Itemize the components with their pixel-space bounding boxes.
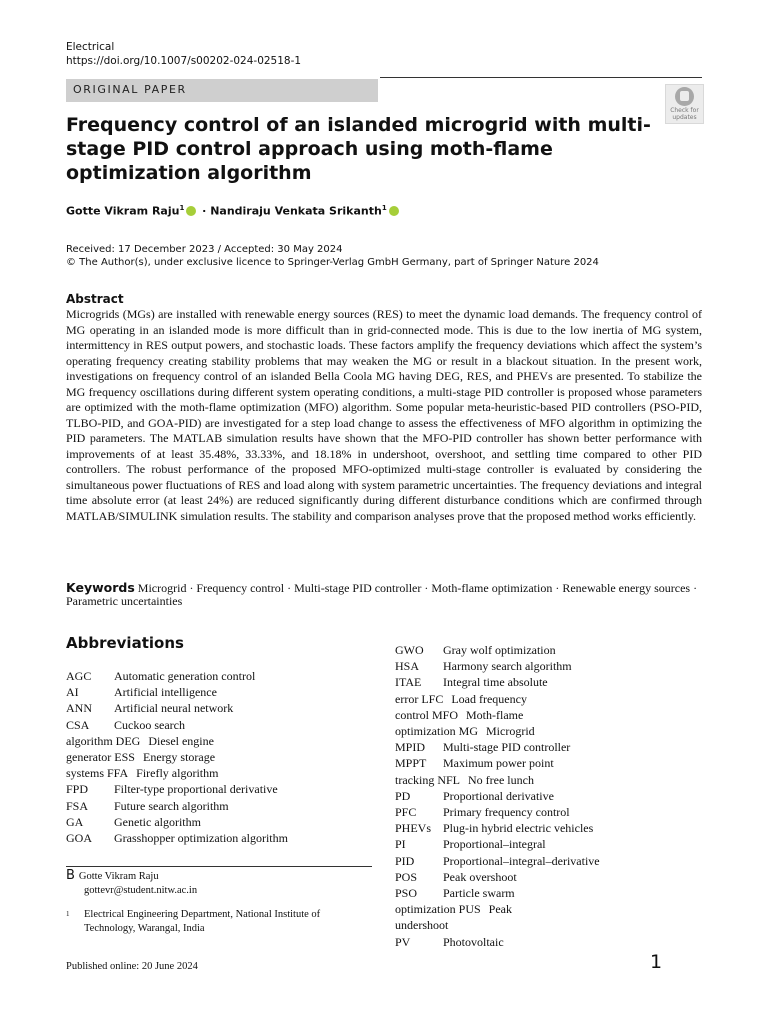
keywords-block: [66, 582, 706, 607]
abbreviation-row: [66, 684, 288, 700]
abbreviation-definition: Peak: [488, 902, 512, 917]
abbreviation-term: optimization PUS: [395, 902, 481, 917]
author-affil-mark: 1: [381, 204, 387, 212]
abbreviation-list-right: [395, 642, 600, 950]
abbreviation-definition: Proportional derivative: [443, 788, 554, 803]
abbreviation-row: [66, 781, 288, 797]
author-separator: ·: [202, 204, 207, 218]
abbreviation-definition: Maximum power point: [443, 756, 554, 771]
abbreviation-definition: Proportional–integral–derivative: [443, 853, 600, 868]
page-number-value: 1: [650, 951, 663, 973]
abbreviation-list-left: [66, 668, 288, 846]
abbreviation-definition: Artificial intelligence: [114, 685, 217, 700]
correspondence-email[interactable]: gottevr@student.nitw.ac.in: [84, 885, 198, 896]
abbreviation-row: [66, 830, 288, 846]
abbreviation-definition: Automatic generation control: [114, 669, 256, 683]
abbreviation-definition: Firefly algorithm: [136, 766, 219, 781]
abbreviation-row: [395, 885, 600, 901]
copyright-line: © The Author(s), under exclusive licence to Springer-Verlag GmbH Germany, part of Springer Nature 2024: [66, 257, 599, 268]
abbreviation-term: ANN: [66, 701, 92, 716]
abbreviation-term: undershoot: [395, 918, 449, 933]
abbreviation-term: error LFC: [395, 691, 444, 706]
abbreviation-row: [395, 674, 600, 690]
abbreviation-row: [395, 658, 600, 674]
abbreviation-row: [395, 820, 600, 836]
abbreviation-row: [66, 668, 288, 684]
abbreviation-term: POS: [395, 869, 418, 884]
article-type-label: ORIGINAL PAPER: [73, 83, 187, 96]
abbreviation-term: PI: [395, 837, 406, 852]
abbreviation-row: [395, 691, 600, 707]
abbreviation-definition: Integral time absolute: [443, 675, 548, 690]
abbreviation-row: [395, 755, 600, 771]
paper-title: Frequency control of an islanded microgrid with multi-stage PID control approach using moth-flame optimization algorithm: [66, 114, 651, 184]
abbreviation-term: systems FFA: [66, 766, 129, 781]
abbreviation-term: control MFO: [395, 707, 458, 722]
abbreviation-definition: Particle swarm: [443, 886, 515, 901]
abbreviations-heading: Abbreviations: [66, 634, 184, 652]
abbreviation-definition: Energy storage: [142, 750, 216, 765]
abbreviation-definition: Cuckoo search: [114, 717, 185, 732]
abbreviation-definition: Microgrid: [486, 724, 535, 739]
abbreviation-definition: No free lunch: [468, 772, 534, 787]
page-number: [650, 951, 662, 973]
abbreviation-term: PID: [395, 853, 415, 868]
abbreviation-row: [395, 869, 600, 885]
abstract-heading: Abstract: [66, 292, 124, 306]
abbreviation-definition: Future search algorithm: [114, 798, 229, 813]
abbreviation-row: [395, 707, 600, 723]
keywords-text: Microgrid · Frequency control · Multi-stage PID controller · Moth-flame optimization · Renewable energy sources · Parametric uncertainties: [66, 581, 698, 608]
abbreviation-row: [66, 749, 288, 765]
abbreviation-definition: Load frequency: [451, 691, 527, 706]
abbreviation-row: [395, 934, 600, 950]
abbreviation-definition: Moth-flame: [466, 707, 524, 722]
abbreviation-term: ITAE: [395, 675, 422, 690]
abbreviation-term: MPID: [395, 740, 426, 755]
correspondence-symbol: B: [66, 868, 75, 883]
abbreviation-term: MPPT: [395, 756, 427, 771]
author-name[interactable]: Nandiraju Venkata Srikanth: [210, 204, 382, 218]
corresponding-author: [66, 869, 197, 898]
abbreviation-row: [66, 814, 288, 830]
abbreviation-row: [395, 917, 600, 933]
abbreviation-row: [395, 788, 600, 804]
abbreviation-definition: Gray wolf optimization: [443, 643, 556, 657]
author-list: [66, 204, 401, 218]
abbreviation-term: generator ESS: [66, 750, 135, 765]
article-type-band: [66, 79, 378, 102]
abbreviation-row: [395, 723, 600, 739]
abbreviation-definition: Genetic algorithm: [114, 814, 201, 829]
abbreviation-term: PHEVs: [395, 821, 432, 836]
header-rule: [380, 77, 702, 78]
abbreviation-definition: Grasshopper optimization algorithm: [114, 831, 288, 846]
abbreviation-term: tracking NFL: [395, 772, 460, 787]
abbreviation-row: [395, 739, 600, 755]
keywords-label: Keywords: [66, 580, 135, 595]
author-name[interactable]: Gotte Vikram Raju: [66, 204, 180, 218]
published-date: Published online: 20 June 2024: [66, 961, 198, 972]
abbreviation-term: HSA: [395, 659, 420, 674]
updates-label: Check for updates: [670, 107, 699, 121]
abbreviation-definition: Primary frequency control: [443, 805, 570, 820]
abbreviation-row: [395, 836, 600, 852]
abbreviation-definition: Filter-type proportional derivative: [114, 782, 278, 797]
abbreviation-term: PFC: [395, 805, 417, 820]
abbreviation-definition: Peak overshoot: [443, 869, 517, 884]
abbreviation-row: [395, 901, 600, 917]
updates-icon: [675, 87, 694, 106]
abbreviation-term: PSO: [395, 886, 418, 901]
journal-name: Electrical: [66, 41, 115, 53]
doi-link[interactable]: https://doi.org/10.1007/s00202-024-02518-1: [66, 55, 302, 67]
abbreviation-term: FPD: [66, 782, 89, 797]
affiliation-text: Electrical Engineering Department, National Institute of Technology, Warangal, India: [84, 909, 321, 934]
received-accepted-dates: Received: 17 December 2023 / Accepted: 30 May 2024: [66, 244, 343, 255]
abbreviation-term: AI: [66, 685, 79, 700]
abbreviation-row: [66, 700, 288, 716]
abbreviation-term: AGC: [66, 669, 92, 683]
correspondence-name: Gotte Vikram Raju: [78, 871, 159, 882]
abbreviation-definition: Multi-stage PID controller: [443, 740, 571, 755]
abbreviation-row: [66, 717, 288, 733]
abbreviation-row: [395, 804, 600, 820]
abbreviation-row: [395, 642, 600, 658]
abbreviation-definition: Harmony search algorithm: [443, 659, 572, 674]
abbreviation-term: optimization MG: [395, 724, 478, 739]
orcid-icon[interactable]: [186, 206, 196, 216]
abbreviation-term: PD: [395, 788, 411, 803]
journal-header: [66, 40, 301, 68]
author-affil-mark: 1: [179, 204, 185, 212]
abbreviation-term: algorithm DEG: [66, 733, 141, 748]
abbreviation-definition: Proportional–integral: [443, 837, 546, 852]
affiliation-number: 1: [66, 910, 70, 918]
orcid-icon[interactable]: [389, 206, 399, 216]
footnote-rule: [66, 866, 372, 867]
history-block: [66, 243, 599, 269]
abbreviation-definition: Plug-in hybrid electric vehicles: [443, 821, 594, 836]
abbreviation-definition: Photovoltaic: [443, 934, 504, 949]
abbreviation-term: PV: [395, 934, 411, 949]
abbreviation-row: [395, 853, 600, 869]
abbreviation-term: GOA: [66, 831, 92, 846]
affiliation-footnote: [66, 908, 336, 935]
abbreviation-definition: Diesel engine: [148, 733, 214, 748]
abbreviation-term: GWO: [395, 643, 424, 657]
abbreviation-row: [66, 798, 288, 814]
abbreviation-row: [66, 733, 288, 749]
abbreviation-row: [395, 772, 600, 788]
abbreviation-row: [66, 765, 288, 781]
abbreviation-term: FSA: [66, 798, 89, 813]
abbreviation-term: GA: [66, 814, 84, 829]
abbreviation-term: CSA: [66, 717, 90, 732]
abbreviation-definition: Artificial neural network: [114, 701, 234, 716]
abstract-text: Microgrids (MGs) are installed with renewable energy sources (RES) to meet the dynamic load demands. The frequency control of MG operating in an islanded mode is more difficult than in grid-connected mode. This is due to the low inertia of MG system, intermittency in RES output powers, and stochastic loads. These factors amplify the frequency deviations which affect the system’s operating frequency creating stability problems that may weaken the MG or result in a blackout situation. In the present work, investigations on frequency control of an islanded Bella Coola MG having DEG, RES, and PHEVs are presented. To stabilize the MG frequency oscillations during different system operating conditions, a multi-stage PID controller is proposed whose parameters are optimized with the moth-flame optimization (MFO) algorithm. Some popular meta-heuristic-based PID controllers (PSO-PID, TLBO-PID, and GOA-PID) are investigated for a step load change to assess the effectiveness of MFO algorithm in optimizing the PID parameters. The MATLAB simulation results have shown that the MFO-PID controller has shown better performance with improvements of at least 35.48%, 33.33%, and 18.18% in undershoot, overshoot, and settling time compared to other PID controllers. The robust performance of the proposed MFO-optimized multi-stage controller is evaluated by considering the simultaneous power fluctuations of RES and load along with system parametric uncertainties. The frequency deviations and integral time absolute error (at least 24%) are reduced significantly during different disturbance conditions which are confirmed through MATLAB/SIMULINK simulation results. The stability and comparison analyses prove that the proposed method works efficiently.: [66, 307, 702, 523]
